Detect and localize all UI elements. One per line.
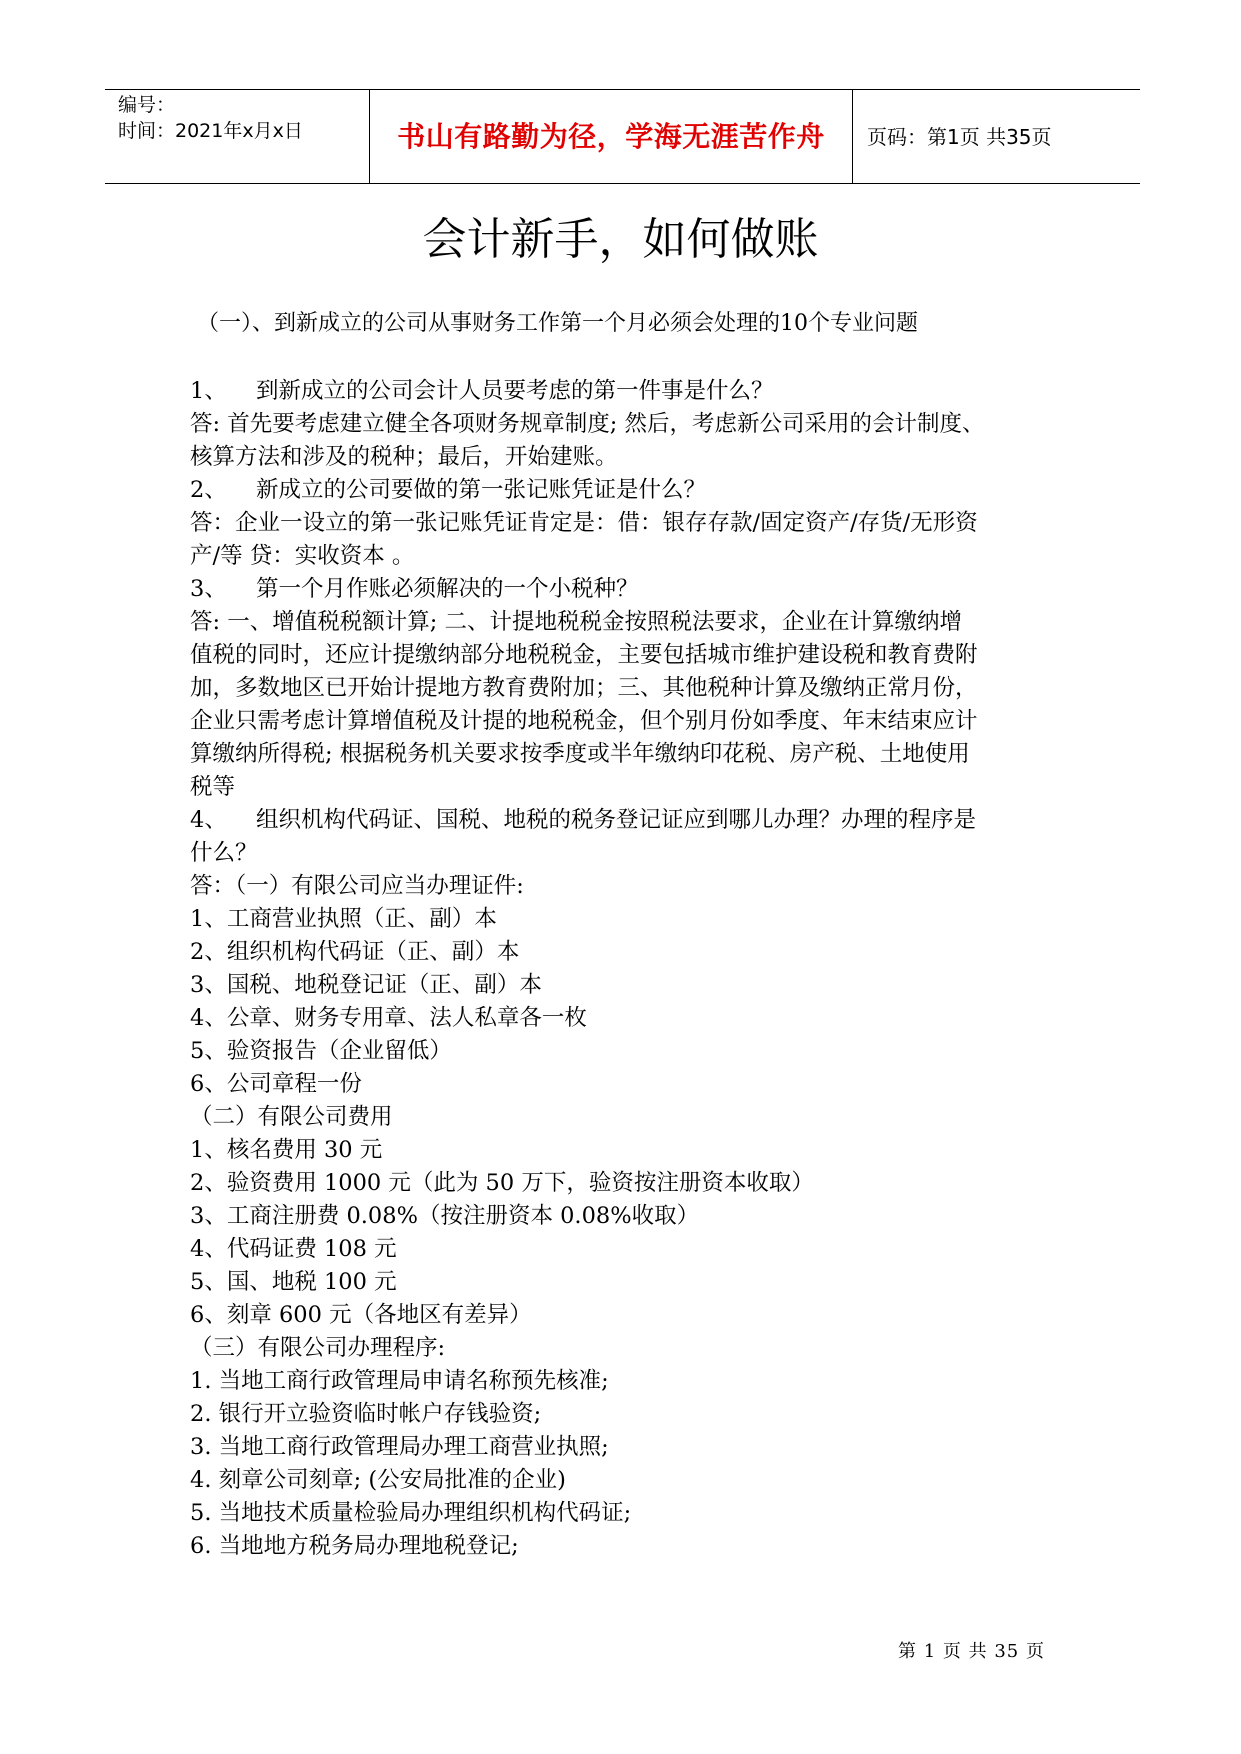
answer-2-line: 答：企业一设立的第一张记账凭证肯定是：借：银存存款/固定资产/存货/无形资 — [190, 510, 978, 536]
document-list-item: 2、组织机构代码证（正、副）本 — [190, 939, 520, 965]
fees-heading: （二）有限公司费用 — [190, 1104, 393, 1130]
answer-3-line: 加，多数地区已开始计提地方教育费附加；三、其他税种计算及缴纳正常月份， — [190, 675, 978, 701]
document-list-item: 3、国税、地税登记证（正、副）本 — [190, 972, 542, 998]
motto-text: 书山有路勤为径，学海无涯苦作舟 — [397, 120, 825, 153]
page-footer: 第 1 页 共 35 页 — [898, 1641, 1045, 1662]
answer-4-intro: 答：（一）有限公司应当办理证件: — [190, 873, 524, 899]
section-subtitle: （一）、到新成立的公司从事财务工作第一个月必须会处理的10个专业问题 — [197, 311, 918, 336]
answer-3-line: 企业只需考虑计算增值税及计提的地税税金，但个别月份如季度、年末结束应计 — [190, 708, 978, 734]
procedure-heading: （三）有限公司办理程序: — [190, 1335, 446, 1361]
question-2 — [190, 474, 1070, 507]
answer-3-line: 税等 — [190, 774, 236, 800]
fee-list-item: 2、验资费用 1000 元（此为 50 万下，验资按注册资本收取） — [190, 1170, 814, 1196]
question-text: 新成立的公司要做的第一张记账凭证是什么？ — [256, 477, 707, 503]
header-motto-cell — [369, 90, 853, 183]
document-list-item: 5、验资报告（企业留低） — [190, 1038, 452, 1064]
answer-1-line: 核算方法和涉及的税种；最后，开始建账。 — [190, 444, 618, 470]
document-header — [105, 89, 1140, 184]
header-page-cell — [853, 90, 1140, 183]
procedure-step: 6. 当地地方税务局办理地税登记; — [190, 1533, 519, 1559]
answer-3-line: 值税的同时，还应计提缴纳部分地税税金，主要包括城市维护建设税和教育费附 — [190, 642, 978, 668]
fee-list-item: 1、核名费用 30 元 — [190, 1137, 383, 1163]
procedure-step: 2. 银行开立验资临时帐户存钱验资; — [190, 1401, 542, 1427]
question-number: 4、 — [190, 807, 227, 833]
document-date: 时间：2021年x月x日 — [118, 120, 303, 142]
question-number: 2、 — [190, 477, 227, 503]
question-4 — [190, 804, 1070, 837]
question-1 — [190, 375, 1070, 408]
document-number-label: 编号： — [118, 94, 176, 116]
question-number: 1、 — [190, 378, 227, 404]
procedure-step: 4. 刻章公司刻章; (公安局批准的企业) — [190, 1467, 566, 1493]
answer-3-line: 算缴纳所得税; 根据税务机关要求按季度或半年缴纳印花税、房产税、土地使用 — [190, 741, 970, 767]
answer-3-line: 答: 一、增值税税额计算; 二、计提地税税金按照税法要求，企业在计算缴纳增 — [190, 609, 962, 635]
question-text: 组织机构代码证、国税、地税的税务登记证应到哪儿办理？办理的程序是 — [256, 807, 977, 833]
document-list-item: 1、工商营业执照（正、副）本 — [190, 906, 497, 932]
procedure-step: 3. 当地工商行政管理局办理工商营业执照; — [190, 1434, 609, 1460]
fee-list-item: 4、代码证费 108 元 — [190, 1236, 397, 1262]
document-list-item: 4、公章、财务专用章、法人私章各一枚 — [190, 1005, 587, 1031]
fee-list-item: 6、刻章 600 元（各地区有差异） — [190, 1302, 532, 1328]
header-left-cell — [105, 90, 369, 183]
document-title: 会计新手，如何做账 — [422, 214, 819, 265]
answer-1-line: 答: 首先要考虑建立健全各项财务规章制度; 然后，考虑新公司采用的会计制度、 — [190, 411, 985, 437]
question-number: 3、 — [190, 576, 227, 602]
document-body — [190, 375, 1070, 1563]
question-3 — [190, 573, 1070, 606]
document-list-item: 6、公司章程一份 — [190, 1071, 362, 1097]
fee-list-item: 3、工商注册费 0.08%（按注册资本 0.08%收取） — [190, 1203, 700, 1229]
question-text: 第一个月作账必须解决的一个小税种？ — [256, 576, 639, 602]
procedure-step: 1. 当地工商行政管理局申请名称预先核准; — [190, 1368, 609, 1394]
procedure-step: 5. 当地技术质量检验局办理组织机构代码证; — [190, 1500, 632, 1526]
answer-2-line: 产/等 贷：实收资本 。 — [190, 543, 415, 569]
question-4-continuation: 什么？ — [190, 840, 258, 866]
fee-list-item: 5、国、地税 100 元 — [190, 1269, 397, 1295]
question-text: 到新成立的公司会计人员要考虑的第一件事是什么？ — [256, 378, 774, 404]
header-page-info: 页码：第1页 共35页 — [867, 125, 1052, 149]
